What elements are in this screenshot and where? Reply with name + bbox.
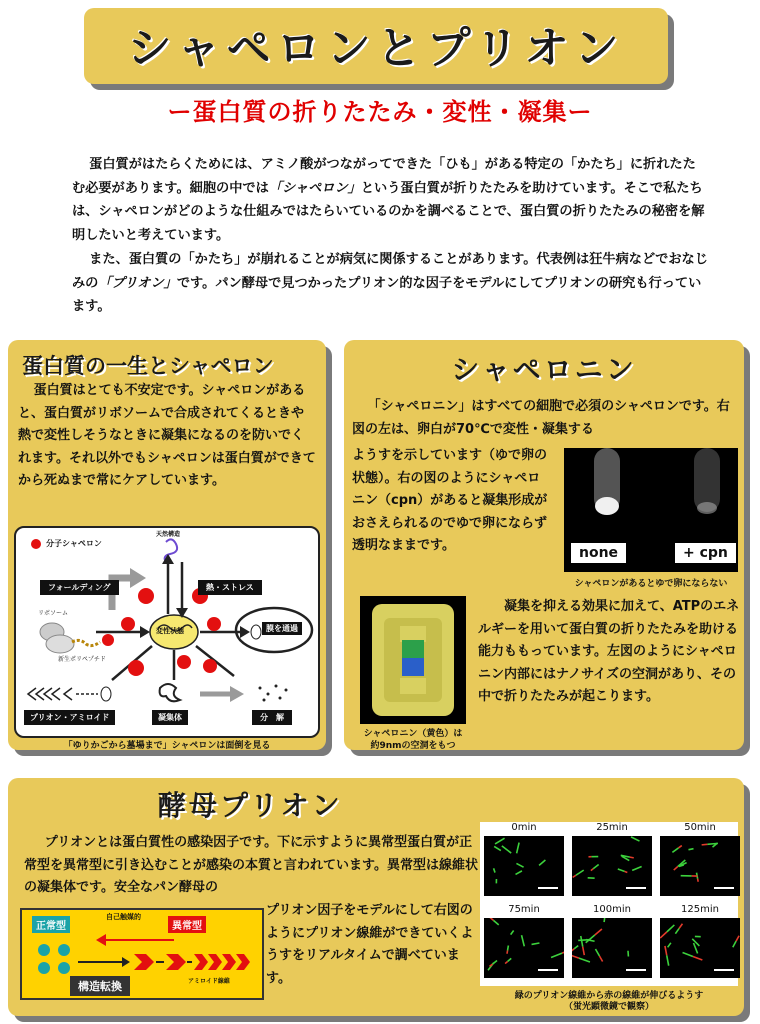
section-text: 蛋白質はとても不安定です。シャペロンがあると、蛋白質がリボソームで合成されてくるときや熱で変性しそうなときに凝集になるのを防いでくれます。それ以外でもシャペロンは蛋白質ができてから死ぬまで常にケアしています。 [18, 383, 316, 488]
structure-caption-2: 約9nmの空洞をもつ [370, 741, 456, 751]
intro-paragraph-1 [72, 153, 708, 247]
intro-paragraph-2 [72, 248, 708, 319]
page-subtitle: ー蛋白質の折りたたみ・変性・凝集ー [167, 98, 593, 126]
chaperonin-text-3: 凝集を抑える効果に加えて、ATPのエネルギーを用いて蛋白質の折りたたみを助ける能力ももっています。左図のようにシャペロニン内部にはナノサイズの空洞があり、その中で折りたたみが起こります。 [478, 599, 740, 704]
prion-highlight: 「プリオン」 [98, 275, 177, 291]
intro-text: 蛋白質がはたらくためには、アミノ酸がつながってできた「ひも」がある特定の「かたち」に折れたたむ必要があります。細胞の中では [72, 157, 696, 196]
intro-text: という蛋白質が折りたたみを助けています。そこで私たちは、シャペロンがどのような仕組みではたらいているのかを調べることで、蛋白質の折りたたみの秘密を解明したいと考えています。 [72, 180, 705, 243]
microscopy-frame [572, 918, 652, 978]
microscopy-frame [572, 836, 652, 896]
time-label: 25min [596, 822, 628, 833]
membrane-label: 膜を通過 [262, 622, 302, 635]
intro-text: また、蛋白質の「かたち」が崩れることが病気に関係することがあります。代表例は狂牛病などでおなじみの [72, 252, 708, 291]
aggregate-label: 凝集体 [152, 710, 188, 725]
time-label: 50min [684, 822, 716, 833]
time-label: 75min [508, 904, 540, 915]
chaperonin-text-1: 「シャペロニン」はすべての細胞で必須のシャペロンです。右図の左は、卵白が70℃で変性・凝集する [352, 399, 730, 437]
amyloid-label: プリオン・アミロイド [24, 710, 115, 725]
degrade-label: 分 解 [252, 710, 292, 725]
section-title: 蛋白質の一生とシャペロン [22, 354, 274, 378]
chaperonin-panel [344, 340, 744, 750]
microscopy-frame [660, 836, 740, 896]
aggregated-egg-white-icon [595, 497, 619, 515]
tube-caption: シャペロンがあるとゆで卵にならない [574, 579, 728, 589]
section-title: シャペロニン [451, 353, 637, 386]
native-label: 天然構造 [156, 531, 181, 538]
self-catalytic-label: 自己触媒的 [106, 913, 141, 921]
substrate-blue-icon [402, 658, 424, 676]
normal-label: 正常型 [32, 916, 70, 933]
chaperone-highlight: 「シャペロン」 [268, 180, 361, 196]
microscopy-frame [484, 836, 564, 896]
ribosome-label: リボソーム [38, 610, 69, 617]
microscopy-caption-2: （蛍光顕微鏡で観察） [563, 1002, 654, 1012]
heat-label: 熱・ストレス [198, 580, 262, 595]
folding-label: フォールディング [40, 580, 119, 595]
chaperonin-structure-image [360, 596, 466, 724]
time-label: 125min [681, 904, 719, 915]
denatured-label: 変性状態 [156, 627, 184, 635]
diagram-caption: 「ゆりかごから墓場まで」シャペロンは面倒を見る [63, 741, 271, 751]
prion-text-2: プリオン因子をモデルにして右図のようにプリオン線維ができていくようすをリアルタイムで調べています。 [266, 903, 474, 986]
protein-life-diagram [14, 526, 320, 738]
title-banner [84, 8, 668, 84]
tube-photo [564, 448, 738, 572]
chaperone-dot-icon [31, 539, 41, 549]
amyloid-fiber-label: アミロイド線維 [188, 978, 230, 985]
protein-life-panel [8, 340, 326, 750]
legend-label: 分子シャペロン [46, 539, 102, 548]
tube-label-none: none [570, 542, 627, 564]
intro-text: です。パン酵母で見つかったプリオン的な因子をモデルにしてプリオンの研究も行っています。 [72, 275, 702, 314]
conversion-label: 構造転換 [70, 976, 130, 996]
prion-conversion-diagram [20, 908, 264, 1000]
substrate-green-icon [402, 640, 424, 658]
chaperonin-structure-graphic [360, 596, 466, 724]
clear-egg-white-icon [697, 502, 717, 514]
abnormal-label: 異常型 [168, 916, 206, 933]
time-label: 0min [511, 822, 537, 833]
microscopy-caption-1: 緑のプリオン線維から赤の線維が伸びるようす [514, 991, 704, 1001]
nascent-label: 新生ポリペプチド [58, 656, 106, 663]
yeast-prion-panel [8, 778, 744, 1016]
time-label: 100min [593, 904, 631, 915]
structure-caption-1: シャペロニン（黄色）は [363, 729, 463, 739]
microscopy-frame [660, 918, 740, 978]
section-title: 酵母プリオン [158, 789, 343, 822]
microscopy-frame [484, 918, 564, 978]
chaperonin-text-2: ようすを示しています（ゆで卵の状態）。右の図のようにシャペロニン（cpn）があると凝集形成がおさえられるのでゆで卵にならず透明なままです。 [352, 448, 548, 553]
prion-text-1: プリオンとは蛋白質性の感染因子です。下に示すように異常型蛋白質が正常型を異常型に引き込むことが感染の本質と言われています。異常型は線維状の凝集体です。安全なパン酵母の [24, 835, 478, 895]
page-title: シャペロンとプリオン [127, 23, 625, 74]
tube-label-cpn: + cpn [674, 542, 737, 564]
microscopy-grid [480, 822, 738, 986]
